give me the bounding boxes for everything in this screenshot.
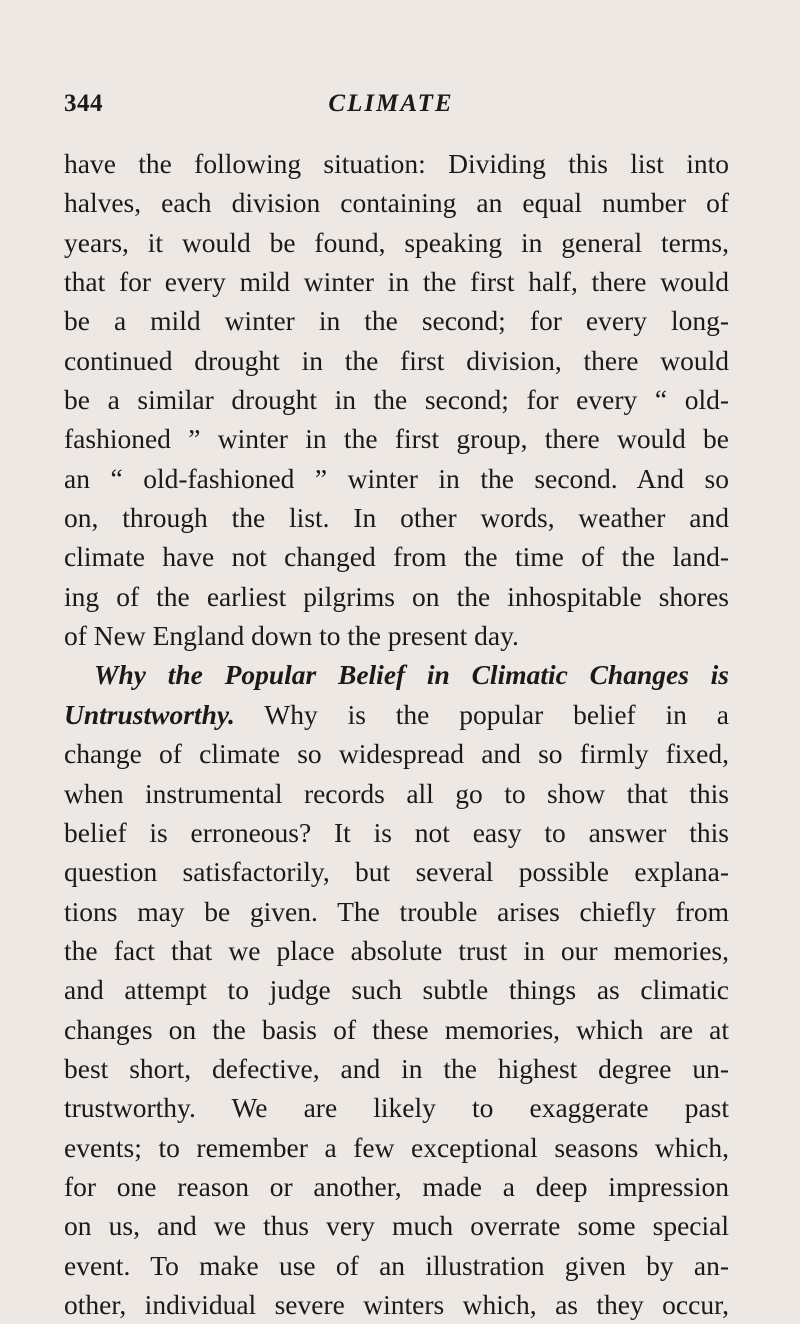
- text-line: fashioned ” winter in the first group, there would be: [64, 423, 729, 455]
- text-line: best short, defective, and in the highest degree un-: [64, 1052, 729, 1084]
- text-line: of New England down to the present day.: [64, 620, 519, 652]
- text-line: climate have not changed from the time of the land-: [64, 541, 729, 573]
- text-line: [64, 695, 729, 734]
- text-line: on, through the list. In other words, weather and: [64, 502, 729, 534]
- text-line: other, individual severe winters which, as they occur,: [64, 1288, 729, 1320]
- text-line: events; to remember a few exceptional seasons which,: [64, 1131, 729, 1163]
- text-line: event. To make use of an illustration given by an-: [64, 1249, 729, 1281]
- text-line: be a similar drought in the second; for every “ old-: [64, 384, 729, 416]
- section-heading-line: Why the Popular Belief in Climatic Changes is: [94, 659, 729, 691]
- text-line: trustworthy. We are likely to exaggerate past: [64, 1092, 729, 1124]
- text-line: question satisfactorily, but several possible explana-: [64, 856, 729, 888]
- paragraph-2: [64, 655, 729, 1324]
- text-line: have the following situation: Dividing this list into: [64, 148, 729, 179]
- body-text: [64, 144, 729, 1324]
- text-line: tions may be given. The trouble arises chiefly from: [64, 895, 729, 927]
- text-line: for one reason or another, made a deep impression: [64, 1170, 729, 1202]
- text-line: years, it would be found, speaking in general terms,: [64, 226, 729, 258]
- text-line: the fact that we place absolute trust in our memories,: [64, 934, 729, 966]
- running-head: [64, 90, 718, 124]
- text-fragment: Why is the popular belief in a: [234, 698, 729, 730]
- text-line: change of climate so widespread and so firmly fixed,: [64, 738, 729, 770]
- text-line: an “ old-fashioned ” winter in the second. And so: [64, 462, 729, 494]
- text-line: be a mild winter in the second; for every long-: [64, 305, 729, 337]
- text-line: and attempt to judge such subtle things as climatic: [64, 974, 729, 1006]
- section-heading-end: Untrustworthy.: [64, 698, 235, 730]
- text-line: belief is erroneous? It is not easy to answer this: [64, 816, 729, 848]
- text-line: changes on the basis of these memories, which are at: [64, 1013, 729, 1045]
- text-line: continued drought in the first division, there would: [64, 344, 729, 376]
- running-title: CLIMATE: [328, 90, 454, 117]
- text-line: that for every mild winter in the first half, there would: [64, 266, 729, 298]
- text-line: ing of the earliest pilgrims on the inhospitable shores: [64, 580, 729, 612]
- paragraph-1: [64, 144, 729, 655]
- text-line: when instrumental records all go to show that this: [64, 777, 729, 809]
- text-line: halves, each division containing an equal number of: [64, 187, 729, 219]
- text-line: on us, and we thus very much overrate some special: [64, 1210, 729, 1242]
- page-number: 344: [64, 90, 103, 117]
